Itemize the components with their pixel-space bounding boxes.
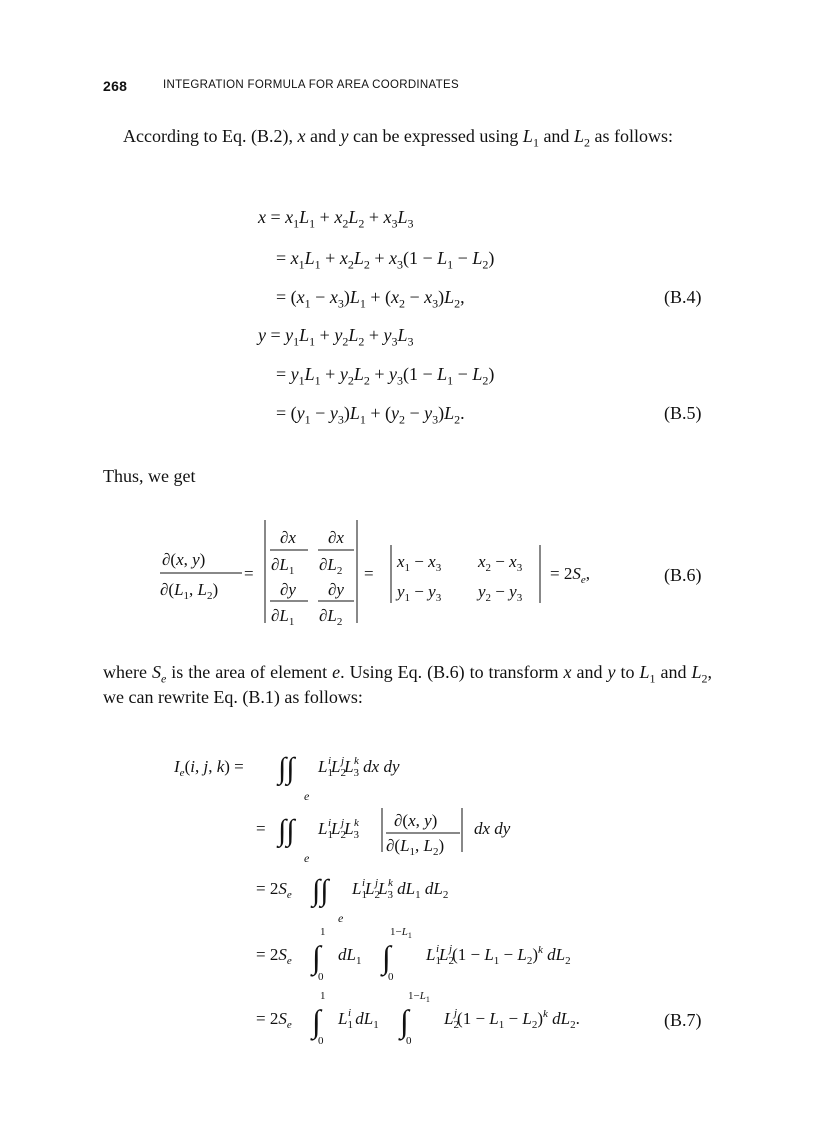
- svg-text:1: 1: [320, 990, 326, 1002]
- svg-text:∫: ∫: [312, 1003, 321, 1039]
- svg-text:∂y: ∂y: [328, 580, 344, 599]
- svg-text:1−L1: $1-L_1$: [408, 990, 430, 1004]
- svg-text:L1i dL1: $L_1i$ $dL_1$: [338, 1007, 379, 1031]
- svg-text:∂x: ∂x: [280, 528, 296, 547]
- svg-text:x1 − x3: $x_1 - x_3$: [397, 552, 442, 574]
- equation-number-b5: (B.5): [664, 403, 702, 423]
- svg-text:L1iL2j(1 − L1 − L2)k dL2: $L_1iL_2j(1 - L_1 - L_2)^k$ $dL_2$: [426, 943, 571, 967]
- svg-text:∂(x, y): ∂(x, y): [162, 550, 206, 569]
- svg-text:=: =: [244, 564, 254, 583]
- svg-text:e: e: [304, 851, 310, 865]
- svg-text:∂L2: $\partial L_2$: [319, 606, 343, 628]
- svg-text:∂(L1, L2): $\partial(L_1$, $L_2$): [386, 836, 445, 858]
- x-eq-line-3: = $(x_1 - x_3)L_1 + (x_2 - x_3)L_2$,: [258, 287, 465, 311]
- svg-text:=: =: [256, 819, 266, 838]
- equation-number-b4: (B.4): [664, 287, 702, 307]
- svg-text:1: 1: [320, 926, 326, 938]
- svg-text:= 2Se: = $2S_e$: [256, 1009, 292, 1031]
- x-eq-line-2: = $x_1L_1 + x_2L_2 + x_3(1 - L_1 - L_2)$: [258, 248, 495, 272]
- jacobian-equation: [150, 515, 620, 630]
- page-number: 268: [103, 78, 128, 94]
- svg-text:L1iL2jL3k dx dy: $L_1iL_2jL_3k$ dx dy: [318, 755, 400, 779]
- y-eq-line-3: = $(y_1 - y_3)L_1 + (y_2 - y_3)L_2$.: [258, 403, 465, 427]
- integral-equation: [168, 740, 648, 1060]
- svg-text:∫: ∫: [382, 939, 391, 975]
- svg-text:e: e: [338, 911, 344, 925]
- svg-text:L1iL2jL3k dL1 dL2: $L_1iL_2jL_3k$ $dL_1$ $dL_2$: [352, 877, 449, 901]
- svg-text:∫: ∫: [312, 939, 321, 975]
- svg-text:∫∫: ∫∫: [278, 814, 295, 847]
- svg-text:y1 − y3: $y_1 - y_3$: [397, 582, 442, 604]
- svg-text:= 2Se,: = $2S_e$,: [550, 564, 590, 586]
- svg-text:L1iL2jL3k: $L_1iL_2jL_3k$: [318, 817, 360, 841]
- svg-text:∫∫: ∫∫: [278, 752, 295, 785]
- svg-text:dx dy: dx dy: [474, 819, 511, 838]
- where-paragraph: where $S_e$ is the area of element e. Using Eq. (B.6) to transform x and y to $L_1$ and $L_2$, we can rewrite Eq. (B.1) as follows:: [103, 662, 712, 707]
- svg-text:x2 − x3: $x_2 - x_3$: [478, 552, 523, 574]
- svg-text:∂L2: $\partial L_2$: [319, 555, 343, 577]
- svg-text:0: 0: [388, 971, 394, 983]
- svg-text:∂L1: $\partial L_1$: [271, 606, 295, 628]
- svg-text:=: =: [364, 564, 374, 583]
- svg-text:e: e: [304, 789, 310, 803]
- svg-text:0: 0: [318, 1035, 324, 1047]
- svg-text:∂(L1, L2): $\partial(L_1$, $L_2$): [160, 580, 219, 602]
- svg-text:∂(x, y): ∂(x, y): [394, 811, 438, 830]
- svg-text:0: 0: [318, 971, 324, 983]
- svg-text:= 2Se: = $2S_e$: [256, 945, 292, 967]
- svg-text:1−L1: $1-L_1$: [390, 926, 412, 940]
- intro-paragraph: According to Eq. (B.2), x and y can be expressed using $L_1$ and $L_2$ as follows:: [123, 126, 673, 150]
- equation-number-b7: (B.7): [664, 1010, 702, 1030]
- svg-text:y2 − y3: $y_2 - y_3$: [478, 582, 523, 604]
- svg-text:L2j(1 − L1 − L2)k dL2.: $L_2j(1 - L_1 - L_2)^k$ $dL_2$.: [444, 1007, 580, 1031]
- svg-text:∂x: ∂x: [328, 528, 344, 547]
- x-eq-line-1: $x = x_1L_1 + x_2L_2 + x_3L_3$: [258, 207, 414, 231]
- running-head: INTEGRATION FORMULA FOR AREA COORDINATES: [163, 79, 459, 91]
- y-eq-line-2: = $y_1L_1 + y_2L_2 + y_3(1 - L_1 - L_2)$: [258, 364, 495, 388]
- svg-text:∂L1: $\partial L_1$: [271, 555, 295, 577]
- svg-text:dL1: $dL_1$: [338, 945, 362, 967]
- y-eq-line-1: $y = y_1L_1 + y_2L_2 + y_3L_3$: [258, 325, 414, 349]
- svg-text:0: 0: [406, 1035, 412, 1047]
- svg-text:Ie(i, j, k) =: $I_e(i$, j, k) =: [174, 757, 244, 779]
- equation-number-b6: (B.6): [664, 565, 702, 585]
- svg-text:= 2Se: = $2S_e$: [256, 879, 292, 901]
- page-header: [103, 78, 723, 96]
- thus-paragraph: Thus, we get: [103, 466, 196, 486]
- svg-text:∫∫: ∫∫: [312, 874, 329, 907]
- svg-text:∫: ∫: [400, 1003, 409, 1039]
- svg-text:∂y: ∂y: [280, 580, 296, 599]
